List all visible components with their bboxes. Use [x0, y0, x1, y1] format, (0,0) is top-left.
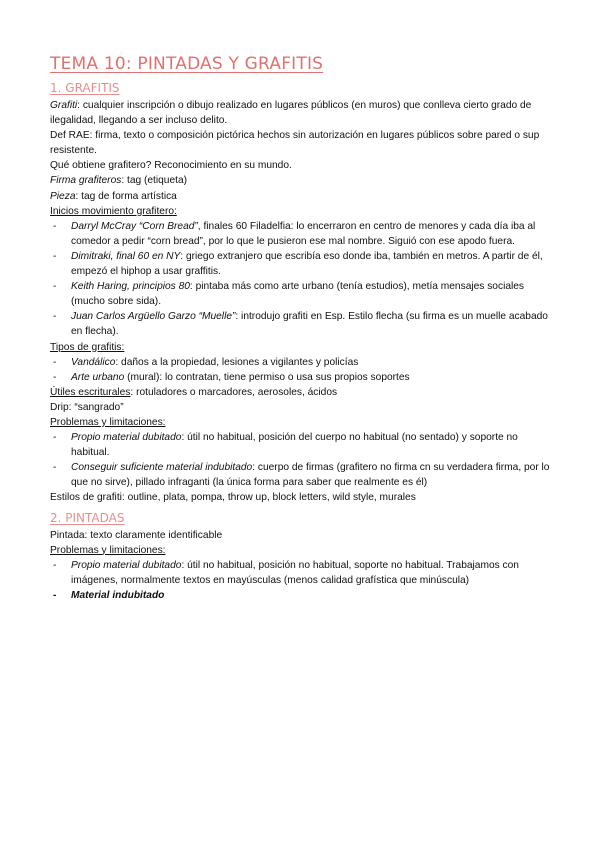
- list-item: - Propio material dubitado: útil no habitual, posición del cuerpo no habitual (no sentado) y soporte no habitual.: [53, 432, 518, 459]
- list-item: - Darryl McCray “Corn Bread”, finales 60 Filadelfia: lo encerraron en centro de menores y cada día iba al comedor a pedir “corn bread”, por lo que le pusieron ese mal nombre. Siguió con ese apodo fuera.: [53, 220, 536, 247]
- inicios-list: [50, 219, 555, 340]
- list-item: - Material indubitado: [53, 589, 165, 601]
- problemas-heading: Problemas y limitaciones:: [50, 416, 166, 428]
- firma-line: Firma grafiteros: tag (etiqueta): [50, 175, 188, 187]
- problemas-heading-pintadas: Problemas y limitaciones:: [50, 544, 166, 556]
- inicios-heading: Inicios movimiento grafitero:: [50, 205, 177, 217]
- tipos-heading: Tipos de grafitis:: [50, 341, 125, 353]
- pintada-definition: Pintada: texto claramente identificable: [50, 529, 223, 541]
- list-item: - Keith Haring, principios 80: pintaba más como arte urbano (tenía estudios), metía mensajes sociales (mucho sobre sida).: [53, 281, 525, 308]
- problemas-pintadas-list: [50, 558, 555, 603]
- list-item: - Vandálico: daños a la propiedad, lesiones a vigilantes y policías: [53, 356, 359, 368]
- problemas-list: [50, 430, 555, 490]
- term-grafiti: Grafiti: [50, 100, 78, 111]
- page-title: TEMA 10: PINTADAS Y GRAFITIS: [50, 54, 324, 74]
- estilos-line: Estilos de grafiti: outline, plata, pompa, throw up, block letters, wild style, murales: [50, 492, 416, 504]
- document-content: [50, 52, 555, 603]
- definition-grafiti: Grafiti: cualquier inscripción o dibujo realizado en lugares públicos (en muros) que conlleva cierto grado de ilegalidad, llegando a ser incluso delito.: [50, 100, 532, 127]
- tipos-list: [50, 355, 555, 385]
- section-heading-pintadas: 2. PINTADAS: [50, 510, 125, 525]
- drip-line: Drip: “sangrado”: [50, 401, 124, 413]
- utiles-line: Útiles escriturales: rotuladores o marcadores, aerosoles, ácidos: [50, 386, 338, 398]
- definition-rae: Def RAE: firma, texto o composición pictórica hechos sin autorización en lugares públicos sobre pared o sup resistente.: [50, 130, 540, 157]
- list-item: - Propio material dubitado: útil no habitual, posición no habitual, soporte no habitual. Trabajamos con imágenes, normalmente textos en mayúsculas (menos calidad grafística que minúscula): [53, 559, 519, 586]
- pieza-line: Pieza: tag de forma artística: [50, 190, 177, 202]
- list-item: - Arte urbano (mural): lo contratan, tiene permiso o usa sus propios soportes: [53, 371, 410, 383]
- list-item: - Juan Carlos Argüello Garzo “Muelle”: introdujo grafiti en Esp. Estilo flecha (su firma es un muelle acabado en flecha).: [53, 311, 548, 338]
- question-line: Qué obtiene grafitero? Reconocimiento en su mundo.: [50, 160, 292, 172]
- section-heading-grafitis: 1. GRAFITIS: [50, 81, 120, 95]
- list-item: - Dimitraki, final 60 en NY: griego extranjero que escribía eso donde iba, también en metros. A partir de él, empezó el hiphop a usar graffitis.: [53, 250, 543, 278]
- list-item: - Conseguir suficiente material indubitado: cuerpo de firmas (grafitero no firma cn su verdadera firma, por lo que no sirve), pillado infraganti (la única forma para saber que realmente es él): [53, 462, 550, 489]
